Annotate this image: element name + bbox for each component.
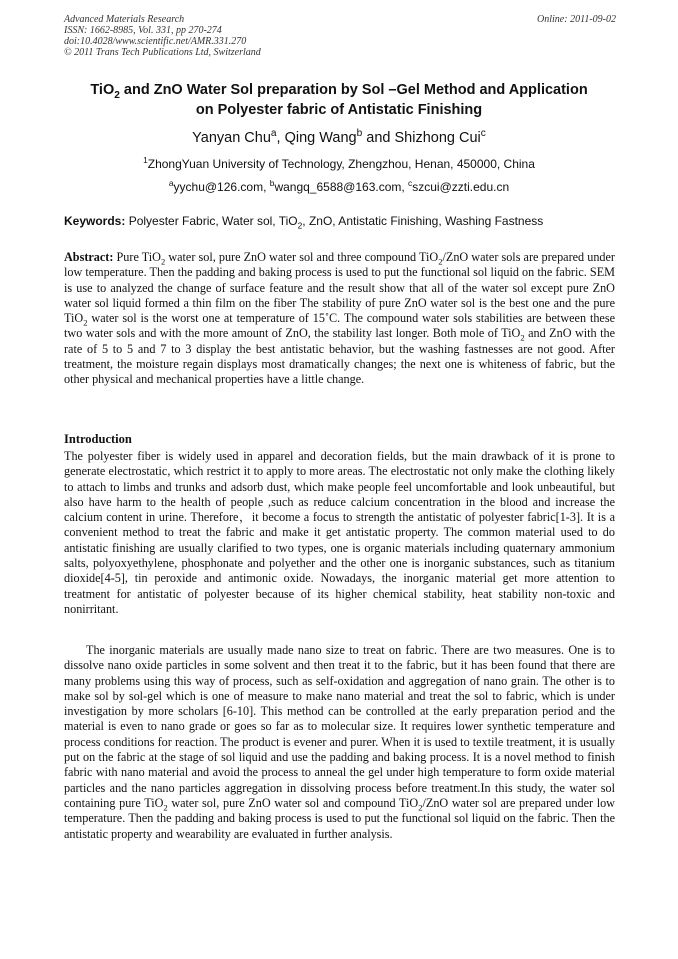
journal-header	[64, 14, 616, 58]
paper-title: TiO$_2$ and ZnO Water Sol preparation by Sol –Gel Method and Application on Polyester fabric of Antistatic Finishing	[90, 82, 588, 118]
author-emails: $^a$yychu@126.com, $^b$wangq_6588@163.com, $^c$szcui@zzti.edu.cn	[168, 178, 510, 194]
email-link[interactable]: wangq_6588@163.com,	[274, 180, 409, 194]
abstract: Abstract: Pure TiO$_2$ water sol, pure ZnO water sol and three compound TiO$_2$/ZnO water sols are prepared under low temperature. Then the padding and baking process is used to put the functional sol liquid on the fabric. SEM is use to analyzed the change of surface feature and the result show that all of the water sol except pure ZnO water sol liquid formed a thin film on the fiber The stability of pure ZnO water sol is the best one and the pure TiO$_2$ water sol is the worst one at temperature of 15˚C. The compound water sols stabilities are between these two water sols and with the more amount of ZnO, the stability last longer. Both mole of TiO$_2$ and ZnO with the rate of 5 to 5 and 7 to 3 display the best antistatic behavior, but the washing fastnesses are not good. After treatment, the moisture regain displays most dramatically changes; the next one is whiteness of fabric, but the other physical and mechanical properties have a little change.	[64, 250, 615, 387]
section-heading-introduction: Introduction	[64, 432, 132, 446]
author-list: Yanyan Chu$^a$, Qing Wang$^b$ and Shizhong Cui$^c$	[192, 128, 486, 146]
doi: doi:10.4028/www.scientific.net/AMR.331.270	[64, 36, 247, 47]
keywords: Keywords: Polyester Fabric, Water sol, TiO$_2$, ZnO, Antistatic Finishing, Washing Fastness	[64, 214, 544, 231]
author-name: Shizhong Cui	[394, 130, 481, 146]
email-link[interactable]: yychu@126.com,	[173, 180, 270, 194]
abstract-label: Abstract:	[64, 250, 114, 264]
author-name: Qing Wang	[284, 130, 357, 146]
issn: ISSN: 1662-8985, Vol. 331, pp 270-274	[64, 25, 222, 36]
email-link[interactable]: szcui@zzti.edu.cn	[412, 180, 510, 194]
affiliation: $^1$ZhongYuan University of Technology, Zhengzhou, Henan, 450000, China	[143, 155, 535, 171]
paragraph: The inorganic materials are usually made nano size to treat on fabric. There are two measures. One is to dissolve nano oxide particles in some solvent and then treat it to the fabric, but it has been found that there are many problems using this way of process, such as self-oxidation and aggregation of nano grain. The other is to make sol by sol-gel which is one of measure to make nano material and treat the sol to fabric, which is under investigation by more scholars [6-10]. This method can be controlled at the early preparation period and the material is even to nano grade or goes so far as to molecular size. It requires lower synthetic temperature and process conditions for reaction. The product is evener and purer. When it is used to textile treatment, it is usually put on the fabric at the stage of sol liquid and use the padding and baking process. It is a novel method to finish fabric with nano material and avoid the process to anneal the gel under high temperature to form oxide material particles and the nano particles aggregation in dissolving process before treatment.In this study, the water sol containing pure TiO$_2$ water sol, pure ZnO water sol and compound TiO$_2$/ZnO water sol are prepared under low temperature. Then the padding and baking process is used to put the functional sol liquid on the fabric. Then the antistatic property and wearability are evaluated in further analysis.	[64, 643, 615, 841]
keywords-label: Keywords:	[64, 214, 126, 228]
online-date: Online: 2011-09-02	[537, 14, 616, 25]
author-name: Yanyan Chu	[192, 130, 271, 146]
journal-name: Advanced Materials Research	[64, 14, 185, 25]
paragraph: The polyester fiber is widely used in apparel and decoration fields, but the main drawback of it is prone to generate electrostatic, which restrict it to apply to more areas. The electrostatic not only make the clothing likely to attach to limbs and trunks and adsorb dust, which make people feel uncomfortable and look unbeautiful, but also have harm to the health of people ,such as reduce calcium concentration in the blood and increase the calcium content in urine. Therefore，it become a focus to strength the antistatic of polyester fabric[1-3]. It is a convenient method to treat the fabric and make it get antistatic property. The common material used to do antistatic finishing are usually clarified to two types, one is organic materials including quaternary ammonium salts, polyoxyethylene, phosphonate and polyether and the other one is inorganic substances, such as titanium dioxide[4-5], tin peroxide and antimonic oxide. Nowadays, the inorganic material get more attention to treatment for antistatic of polyester because of its higher chemical stability, heat stability non-toxic and nonirritant.	[64, 449, 615, 616]
copyright: © 2011 Trans Tech Publications Ltd, Switzerland	[64, 47, 261, 58]
